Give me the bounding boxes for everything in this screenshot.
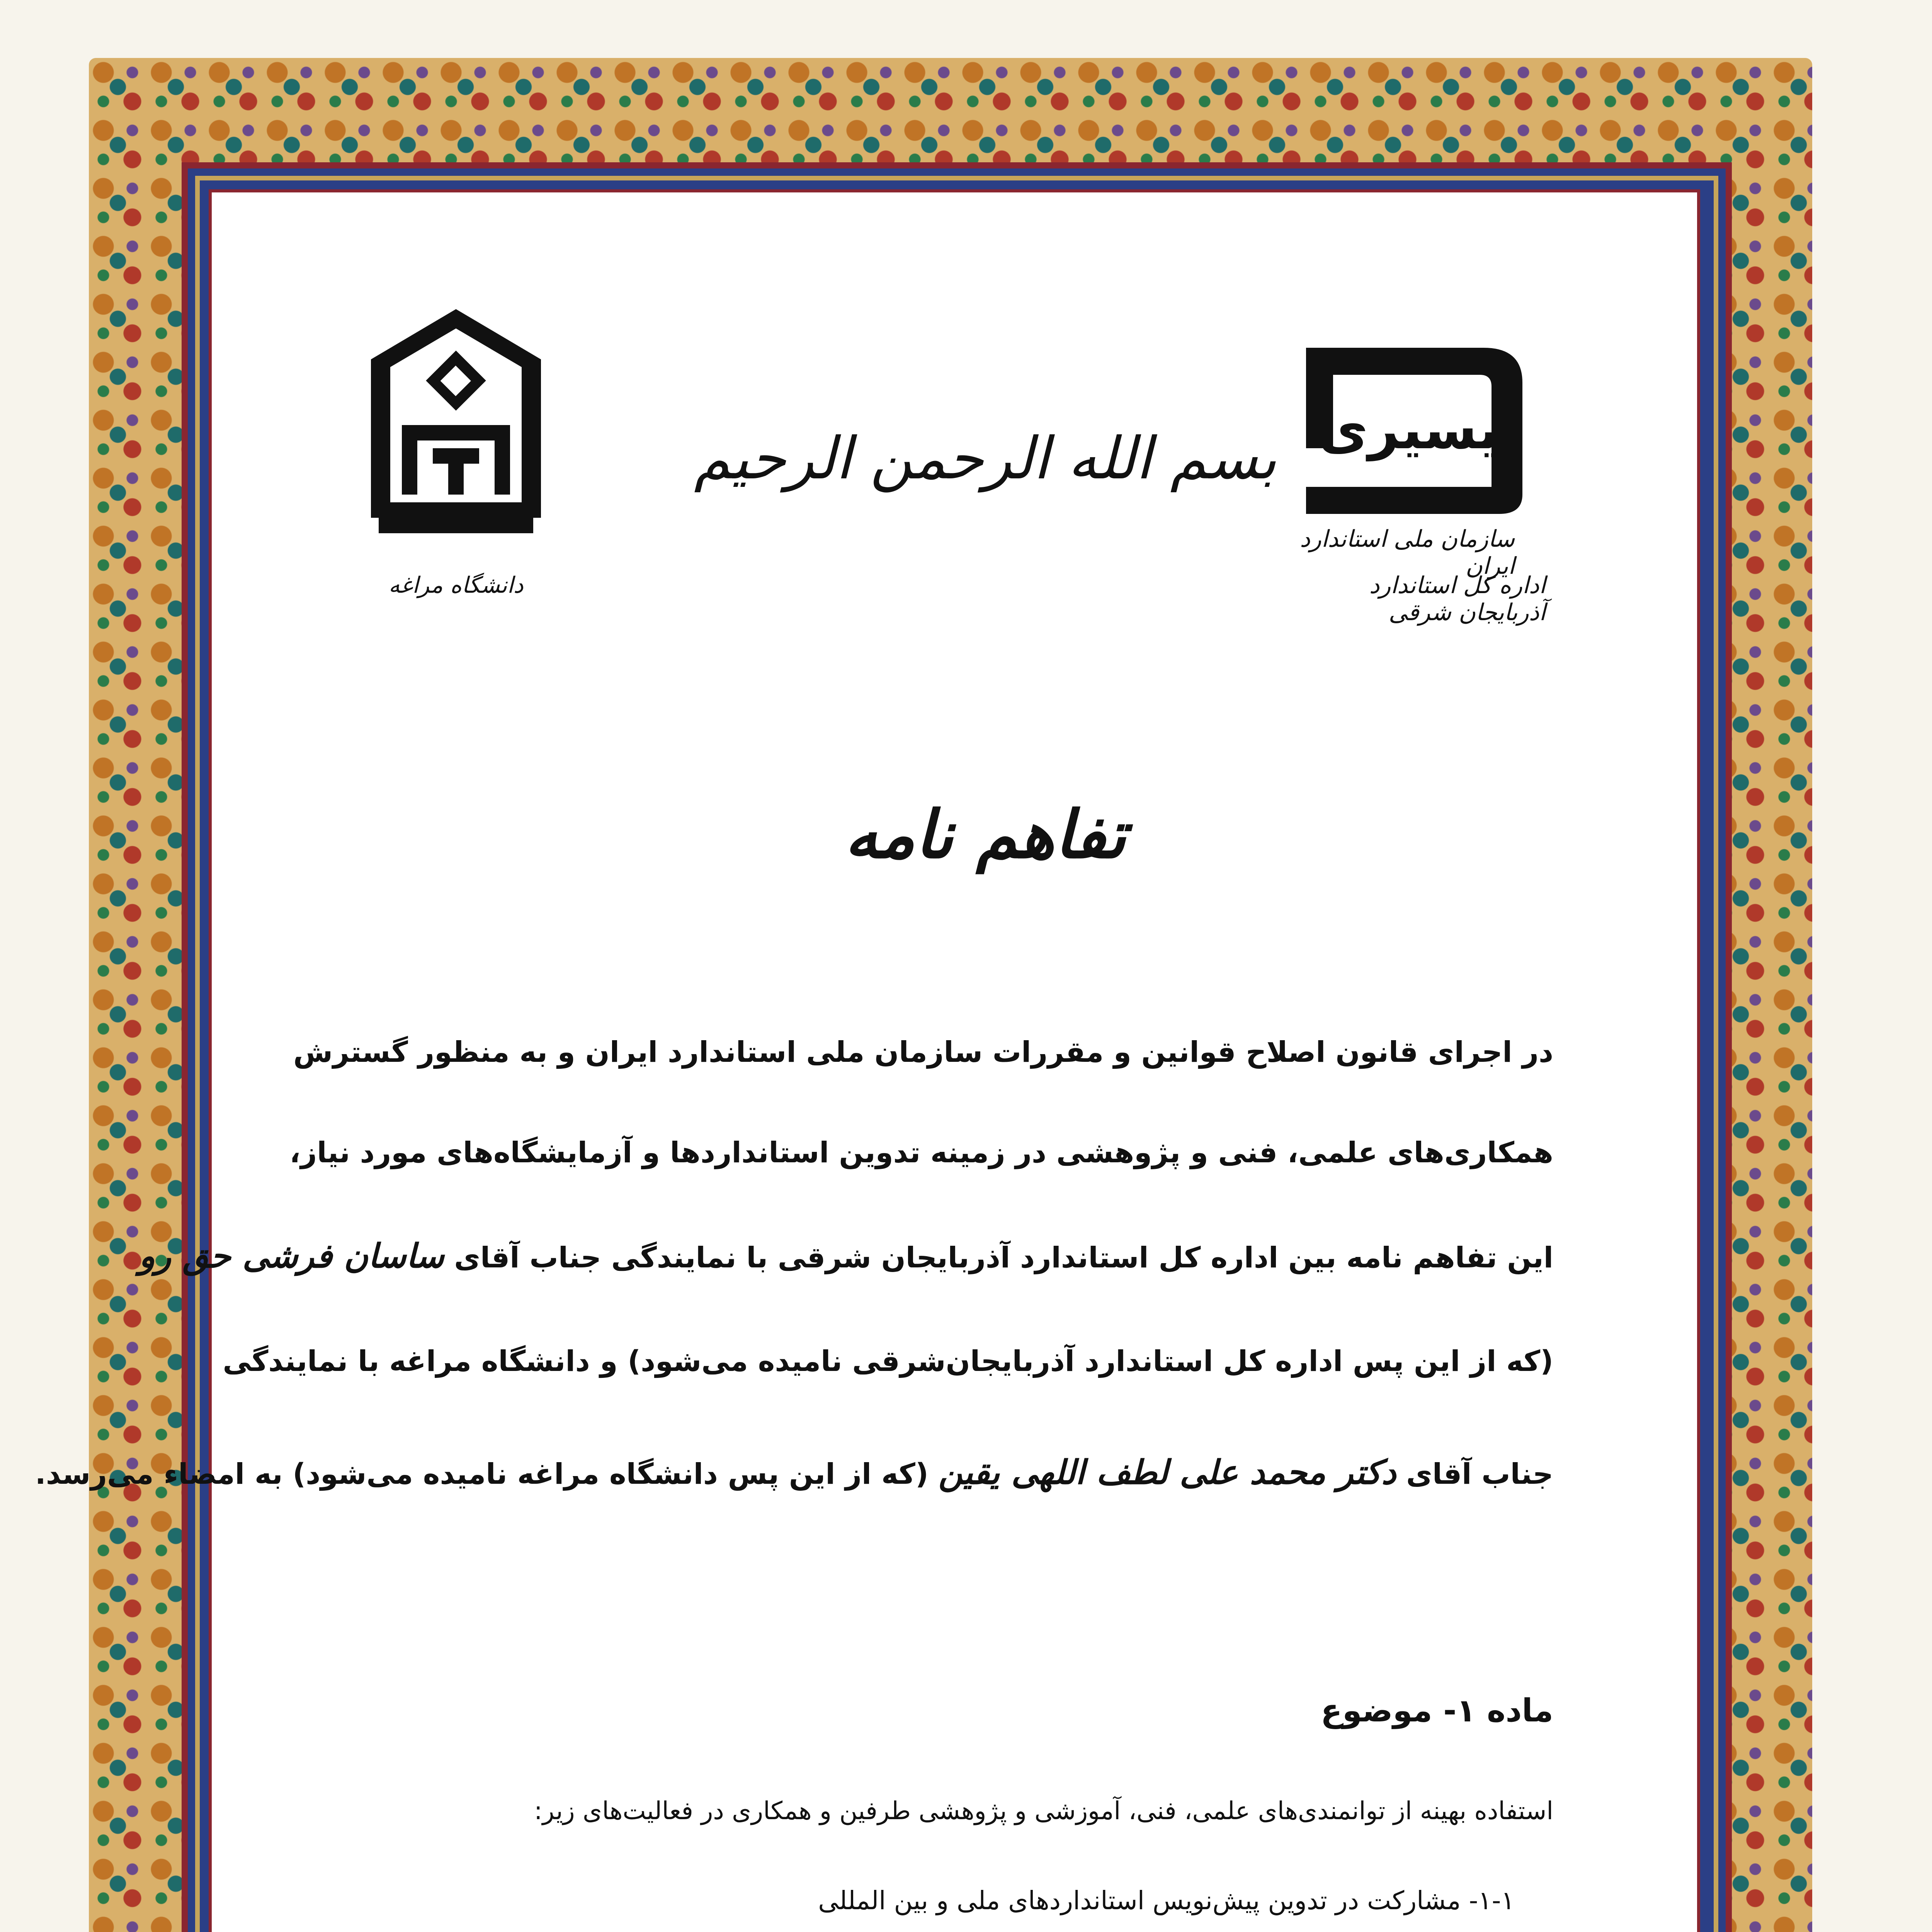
intro-line-5 xyxy=(35,1453,1553,1492)
university-emblem-icon xyxy=(355,301,556,572)
intro-line-4: (که از این پس اداره کل استاندارد آذربایجان‌شرقی نامیده می‌شود) و دانشگاه مراغه با نمایندگی xyxy=(223,1345,1553,1378)
intro-line-5-prefix: جناب آقای xyxy=(1406,1458,1553,1491)
article-1-description: استفاده بهینه از توانمندی‌های علمی، فنی، آموزشی و پژوهشی طرفین و همکاری در فعالیت‌های زیر: xyxy=(534,1797,1553,1825)
signatory-name-standard-office: ساسان فرشی حق رو xyxy=(139,1236,444,1276)
isiri-org-name: سازمان ملی استاندارد ایران xyxy=(1299,526,1515,580)
university-logo xyxy=(355,301,556,618)
signatory-name-university: دکتر محمد علی لطف اللهی یقین xyxy=(938,1453,1396,1492)
intro-line-1: در اجرای قانون اصلاح قوانین و مقررات سازمان ملی استاندارد ایران و به منظور گسترش xyxy=(293,1036,1553,1069)
intro-line-3 xyxy=(139,1236,1553,1276)
list-item: ۱-۱- مشارکت در تدوین پیش‌نویس استانداردهای ملی و بین المللی xyxy=(818,1886,1515,1915)
intro-line-2: همکاری‌های علمی، فنی و پژوهشی در زمینه تدوین استانداردها و آزمایشگاه‌های مورد نیاز، xyxy=(289,1136,1553,1169)
intro-line-3-text: این تفاهم نامه بین اداره کل استاندارد آذربایجان شرقی با نمایندگی جناب آقای xyxy=(454,1241,1553,1274)
university-logo-caption: دانشگاه مراغه xyxy=(388,572,524,598)
isiri-logo-text: ایسیری xyxy=(1318,398,1518,461)
basmala: بسم الله الرحمن الرحیم xyxy=(694,425,1277,492)
isiri-office-name: اداره کل استاندارد آذربایجان شرقی xyxy=(1369,572,1546,626)
article-1-title: ماده ۱- موضوع xyxy=(1320,1692,1553,1729)
intro-line-5-suffix: (که از این پس دانشگاه مراغه نامیده می‌شود) به امضاء می‌رسد. xyxy=(35,1458,929,1491)
document-title: تفاهم نامه xyxy=(844,796,1126,873)
isiri-logo xyxy=(1275,332,1546,626)
isiri-emblem-icon xyxy=(1283,332,1538,526)
